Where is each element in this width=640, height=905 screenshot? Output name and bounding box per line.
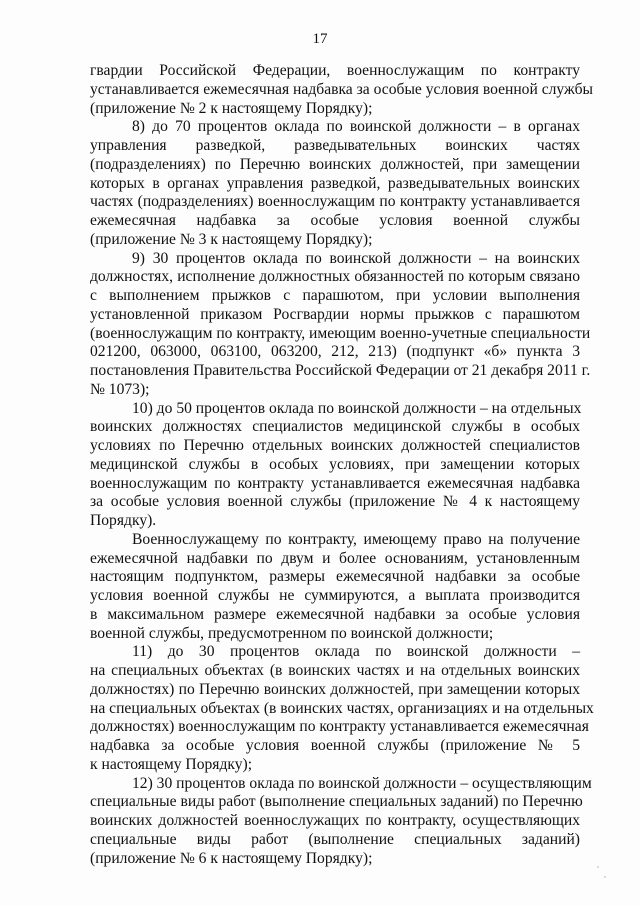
text-line: с выполнением прыжков с парашютом, при условии выполнения — [90, 287, 580, 304]
text-line: 021200, 063000, 063100, 063200, 212, 213) (подпункт «б» пункта 3 — [90, 343, 580, 361]
text-line: 11) до 30 процентов оклада по воинской должности – — [132, 643, 580, 661]
text-line: ежемесячной надбавки по двум и более основаниям, установленным — [90, 549, 580, 567]
text-line: управления разведкой, разведывательных воинских частях — [90, 137, 580, 154]
text-line: устанавливается ежемесячная надбавка за особые условия военной службы — [90, 80, 593, 98]
paragraph-continuation — [90, 62, 593, 118]
text-line: (подразделениях) по Перечню воинских должностей, при замещении — [90, 155, 580, 173]
scan-speck — [597, 866, 599, 868]
text-line: настоящим подпунктом, размеры ежемесячной надбавки за особые — [90, 568, 580, 586]
text-line: 10) до 50 процентов оклада по воинской должности – на отдельных — [132, 399, 582, 417]
text-line: на специальных объектах (в воинских частях и на отдельных воинских — [90, 662, 580, 679]
paragraph-note — [90, 531, 580, 644]
text-line: воинских должностей военнослужащих по контракту, осуществляющих — [90, 812, 580, 829]
page-number: 17 — [312, 31, 328, 47]
paragraph-item-9 — [90, 249, 591, 400]
text-line: должностях) военнослужащим по контракту устанавливается ежемесячная — [90, 718, 589, 736]
text-line: условиях по Перечню отдельных воинских должностей специалистов — [90, 437, 580, 454]
text-line: военнослужащим по контракту устанавливается ежемесячная надбавка — [90, 474, 580, 492]
text-line: в максимальном размере ежемесячной надбавки за особые условия — [90, 605, 580, 623]
text-line: 8) до 70 процентов оклада по воинской должности – в органах — [132, 118, 580, 136]
text-line: военной службы, предусмотренном по воинской должности; — [90, 624, 494, 642]
text-line: постановления Правительства Российской Федерации от 21 декабря 2011 г. — [90, 362, 591, 379]
text-line: частях (подразделениях) военнослужащим по контракту устанавливается — [90, 193, 580, 211]
text-line: воинских должностях специалистов медицинской службы в особых — [90, 418, 580, 436]
text-line: 9) 30 процентов оклада по воинской должности – на воинских — [132, 249, 580, 267]
text-line: медицинской службы в особых условиях, при замещении которых — [90, 455, 580, 473]
paragraph-item-10 — [90, 400, 580, 531]
text-line: должностях) по Перечню воинских должностей, при замещении которых — [90, 680, 580, 698]
paragraph-item-12 — [90, 774, 592, 869]
text-line: надбавка за особые условия военной службы (приложение № 5 — [90, 737, 580, 754]
paragraph-item-11 — [90, 643, 594, 774]
paragraph-item-8 — [90, 118, 580, 249]
text-line: условия военной службы не суммируются, а выплата производится — [90, 587, 580, 604]
text-line: ежемесячная надбавка за особые условия военной службы — [90, 212, 580, 229]
text-line: специальные виды работ (выполнение специальных заданий) — [90, 830, 580, 848]
text-line: (приложение № 3 к настоящему Порядку); — [90, 230, 373, 248]
text-line: 12) 30 процентов оклада по воинской должности – осуществляющим — [132, 774, 592, 792]
text-line: (приложение № 2 к настоящему Порядку); — [90, 99, 373, 117]
text-line: № 1073); — [90, 380, 150, 398]
text-line: (приложение № 6 к настоящему Порядку); — [90, 849, 373, 867]
text-line: к настоящему Порядку); — [90, 755, 253, 773]
text-line: которых в органах управления разведкой, разведывательных воинских — [90, 174, 580, 192]
text-line: должностях, исполнение должностных обязанностей по которым связано — [90, 268, 580, 286]
text-line: Военнослужащему по контракту, имеющему право на получение — [132, 530, 580, 548]
text-line: установленной приказом Росгвардии нормы прыжков с парашютом — [90, 305, 580, 323]
text-line: (военнослужащим по контракту, имеющим военно-учетные специальности — [90, 324, 591, 342]
text-line: на специальных объектах (в воинских частях, организациях и на отдельных — [90, 699, 594, 717]
scan-speck — [604, 876, 606, 878]
text-line: за особые условия военной службы (приложение № 4 к настоящему — [90, 493, 580, 511]
document-body — [90, 62, 594, 868]
text-line: гвардии Российской Федерации, военнослужащим по контракту — [90, 62, 580, 79]
text-line: Порядку). — [90, 512, 157, 529]
text-line: специальные виды работ (выполнение специальных заданий) по Перечню — [90, 793, 583, 811]
